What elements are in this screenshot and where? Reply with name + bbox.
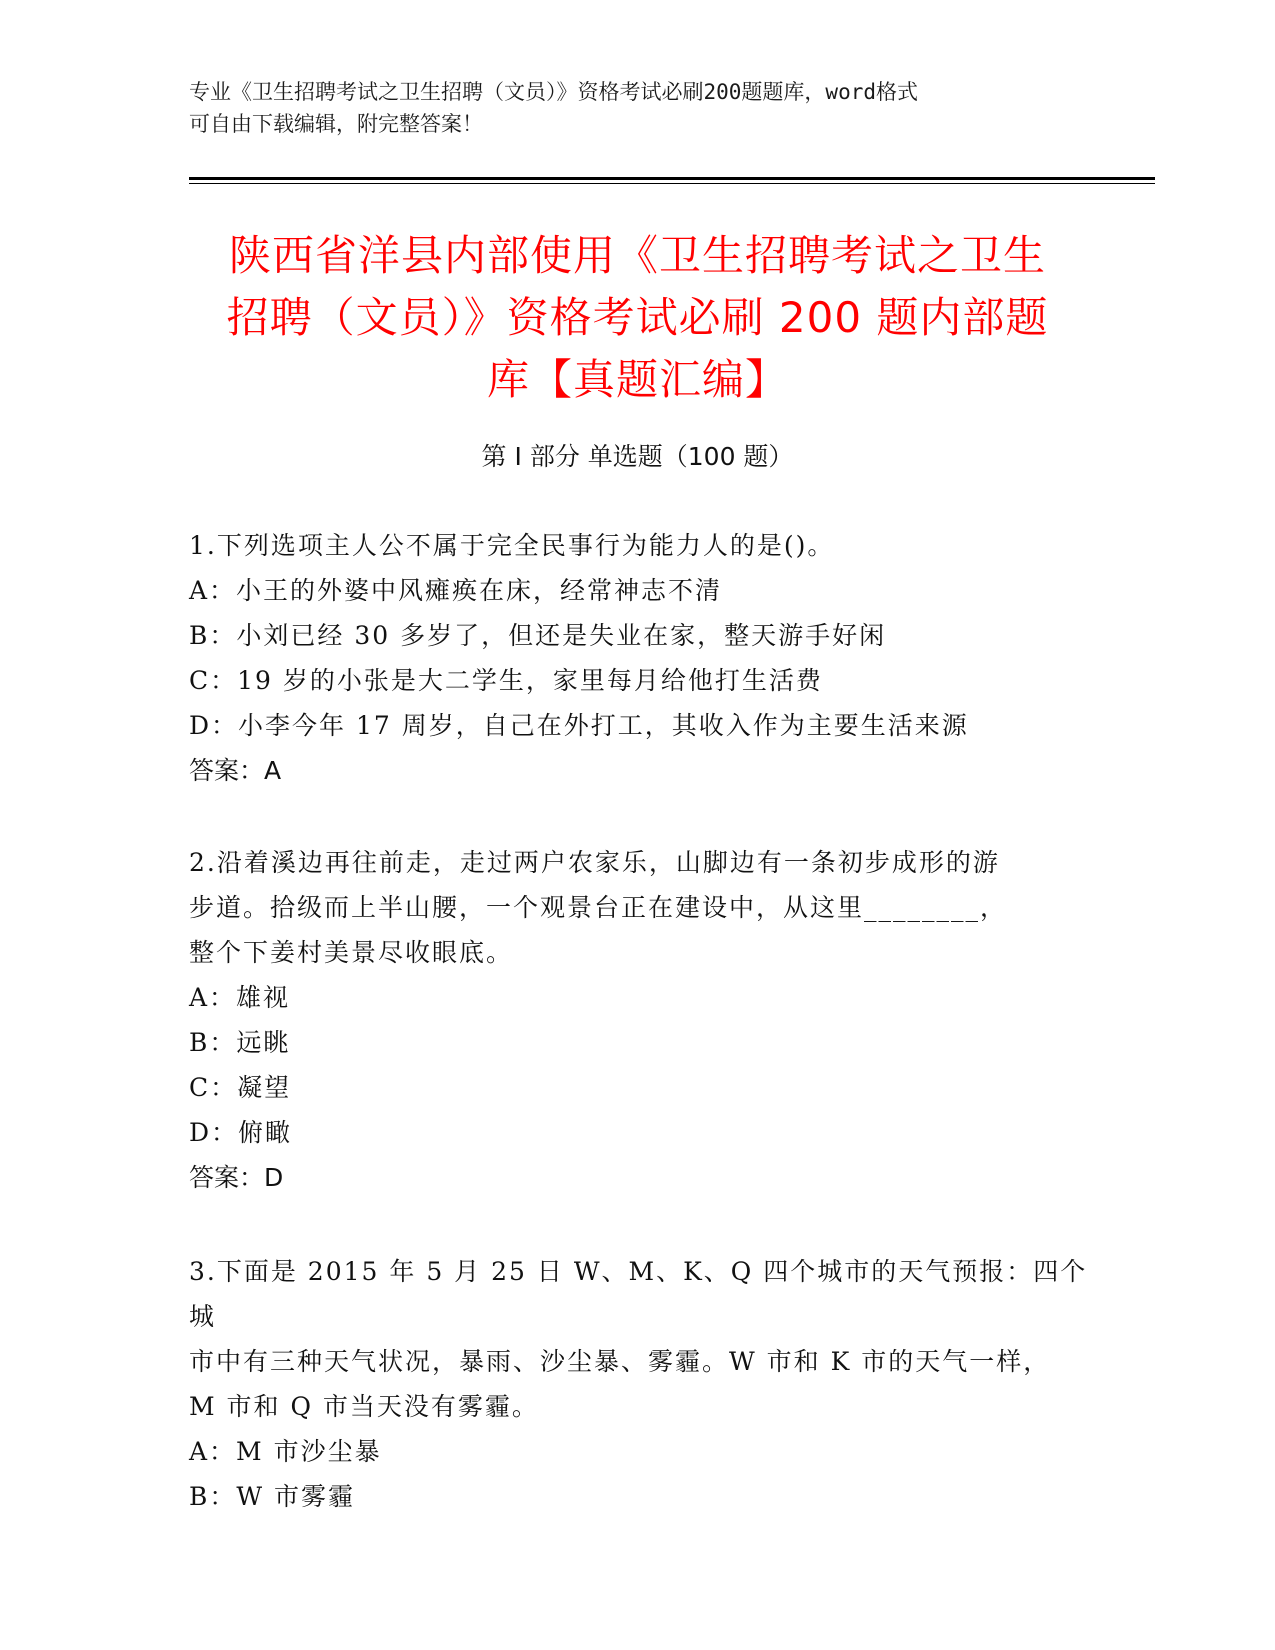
- option-b: B：小刘已经 30 多岁了，但还是失业在家，整天游手好闲: [189, 621, 887, 650]
- question-stem-line-1: 3.下面是 2015 年 5 月 25 日 W、M、K、Q 四个城市的天气预报：四个城: [189, 1257, 1088, 1331]
- header-note-line-1: 专业《卫生招聘考试之卫生招聘（文员）》资格考试必刷200题题库，word格式: [189, 80, 918, 104]
- section-title: 第 I 部分 单选题（100 题）: [481, 442, 794, 471]
- option-b: B：远眺: [189, 1028, 291, 1057]
- answer: 答案：A: [189, 756, 282, 785]
- document-title-line-3: 库【真题汇编】: [486, 355, 788, 404]
- question-stem-line-2: 市中有三种天气状况，暴雨、沙尘暴、雾霾。W 市和 K 市的天气一样，: [189, 1347, 1051, 1376]
- option-c: C：凝望: [189, 1073, 292, 1102]
- question-3: [189, 1249, 1089, 1519]
- option-a: A：雄视: [189, 983, 291, 1012]
- question-stem: 1.下列选项主人公不属于完全民事行为能力人的是()。: [189, 531, 835, 560]
- question-stem-line-2: 步道。拾级而上半山腰，一个观景台正在建设中，从这里________，: [189, 893, 1008, 922]
- answer: 答案：D: [189, 1163, 284, 1192]
- header-note: [189, 76, 1089, 140]
- option-b: B：W 市雾霾: [189, 1482, 356, 1511]
- option-a: A：M 市沙尘暴: [189, 1437, 382, 1466]
- question-1: [189, 523, 1089, 793]
- question-stem-line-3: 整个下姜村美景尽收眼底。: [189, 938, 514, 967]
- option-a: A：小王的外婆中风瘫痪在床，经常神志不清: [189, 576, 723, 605]
- header-divider-thick: [189, 177, 1155, 180]
- header-note-line-2: 可自由下载编辑，附完整答案！: [189, 112, 483, 136]
- document-title-line-1: 陕西省洋县内部使用《卫生招聘考试之卫生: [228, 231, 1046, 280]
- option-d: D：俯瞰: [189, 1118, 293, 1147]
- question-stem-line-1: 2.沿着溪边再往前走，走过两户农家乐，山脚边有一条初步成形的游: [189, 848, 1000, 877]
- question-stem-line-3: M 市和 Q 市当天没有雾霾。: [189, 1392, 539, 1421]
- option-c: C：19 岁的小张是大二学生，家里每月给他打生活费: [189, 666, 823, 695]
- option-d: D：小李今年 17 周岁，自己在外打工，其收入作为主要生活来源: [189, 711, 969, 740]
- document-title: [150, 225, 1125, 411]
- question-2: [189, 840, 1089, 1200]
- header-divider-thin: [189, 183, 1155, 184]
- document-title-line-2: 招聘（文员）》资格考试必刷 200 题内部题: [226, 293, 1049, 342]
